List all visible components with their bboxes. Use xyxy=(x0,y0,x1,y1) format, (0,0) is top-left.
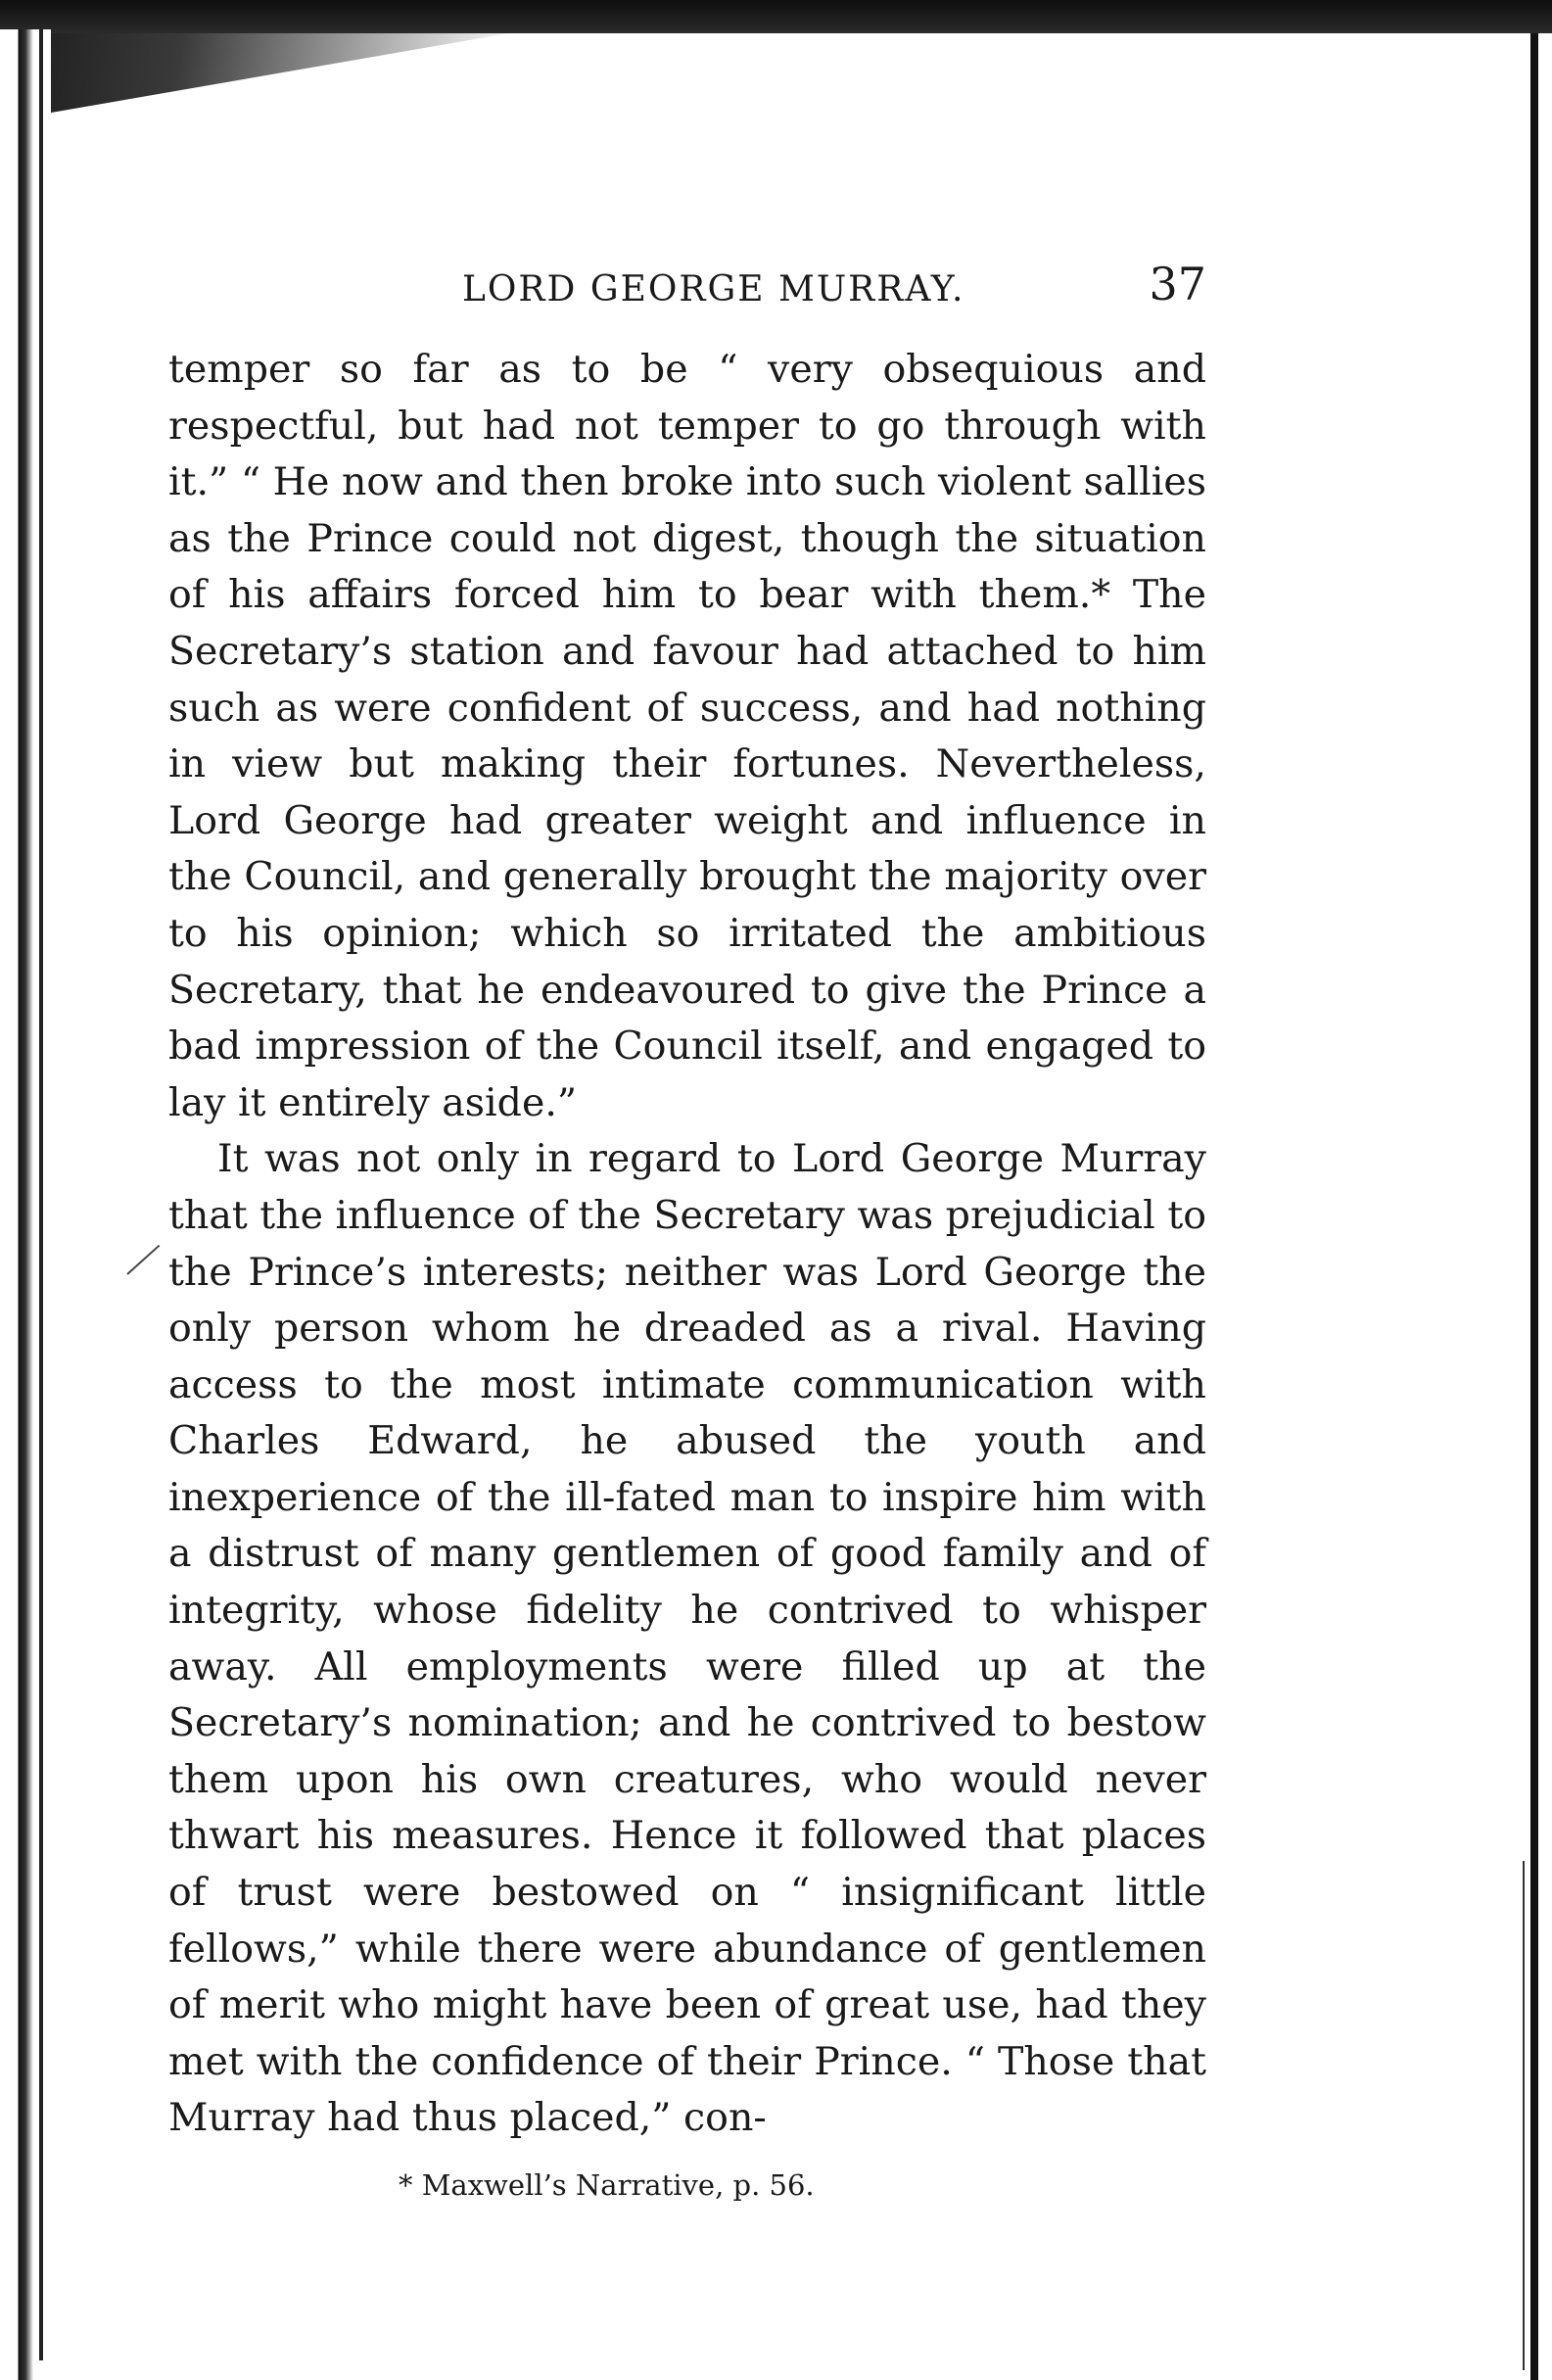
footnote: * Maxwell’s Narrative, p. 56. xyxy=(399,2168,815,2202)
scan-shadow xyxy=(0,33,509,121)
body-text xyxy=(168,342,1206,2147)
running-title: LORD GEORGE MURRAY. xyxy=(462,269,965,309)
page-number: 37 xyxy=(1149,258,1206,310)
running-head xyxy=(168,250,1206,328)
paragraph: temper so far as to be “ very obsequious and respectful, but had not temper to go through with it.” “ He now and then broke into such violent sallies as the Prince could not digest, though the situation of his affairs forced him to bear with them.* The Secretary’s station and favour had attached to him such as were confident of success, and had nothing in view but making their fortunes. Nevertheless, Lord George had greater weight and influence in the Council, and generally brought the majority over to his opinion; which so irritated the ambitious Secretary, that he endeavoured to give the Prince a bad impression of the Council itself, and engaged to lay it entirely aside.” xyxy=(168,347,1206,1125)
book-page xyxy=(168,250,1206,2202)
scan-top-border xyxy=(0,0,1552,33)
pencil-margin-mark xyxy=(126,1245,160,1275)
paragraph: It was not only in regard to Lord George Murray that the influence of the Secretary was prejudicial to the Prince’s interests; neither was Lord George the only person whom he dreaded as a rival. Having access to the most intimate communication with Charles Edward, he abused the youth and inexperience of the ill-fated man to inspire him with a distrust of many gentlemen of good family and of integrity, whose fidelity he contrived to whisper away. All employments were filled up at the Secretary’s nomination; and he contrived to bestow them upon his own creatures, who would never thwart his measures. Hence it followed that places of trust were bestowed on “ insignificant little fellows,” while there were abundance of gentlemen of merit who might have been of great use, had they met with the confidence of their Prince. “ Those that Murray had thus placed,” con- xyxy=(168,1136,1206,2141)
scan-right-border xyxy=(1530,33,1538,2380)
scan-left-border xyxy=(0,29,51,2380)
scan-left-border-line xyxy=(39,29,43,2360)
scan-right-border-line xyxy=(1523,1861,1525,2370)
